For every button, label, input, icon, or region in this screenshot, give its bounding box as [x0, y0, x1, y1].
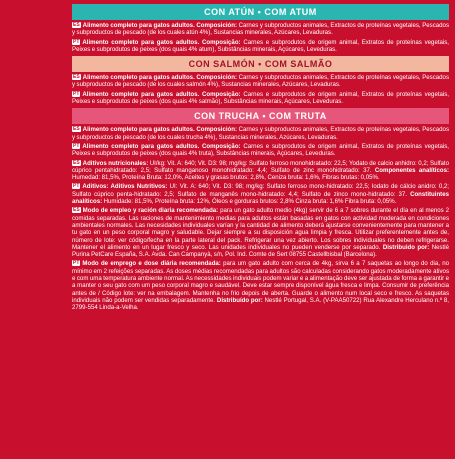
language-badge-pt: PT	[73, 260, 80, 267]
language-badge-es: ES	[73, 126, 80, 133]
composition-es-trucha: ES Alimento completo para gatos adultos. Composición: Carnes y subproductos animales, Extractos de proteínas vegetales, Pescados y subproductos de pescado (de los cuales trucha 4%), Sustancias minerales, Azúcares, Levaduras.	[72, 126, 449, 141]
language-badge-es: ES	[73, 159, 80, 166]
language-badge-pt: PT	[73, 90, 80, 97]
section-band-atun: CON ATÚN • COM ATUM	[72, 4, 449, 20]
language-badge-pt: PT	[73, 183, 80, 190]
language-badge-pt: PT	[73, 142, 80, 149]
composition-pt-trucha: PT Alimento completo para gatos adultos. Composição: Carnes e subprodutos de origem animal, Extratos de proteínas vegetais, Peixes e subprodutos de peixes (dos quais 4% truta), Substâncias minerais, Açúcares, Leveduras.	[72, 142, 450, 158]
composition-pt-salmon: PT Alimento completo para gatos adultos. Composição: Carnes e subprodutos de origem animal, Extratos de proteínas vegetais, Peixes e subprodutos de peixes (dos quais 4% salmão), Substâncias minerais, Açúcares, Leveduras.	[72, 90, 450, 106]
composition-es-salmon: ES Alimento completo para gatos adultos. Composición: Carnes y subproductos animales, Extractos de proteínas vegetales, Pescados y subproductos de pescado (de los cuales salmón 4%), Sustancias minerales, Azúcares, Levaduras.	[72, 74, 449, 89]
additives-es: ES Aditivos nutricionales: UI/kg: Vit. A: 640; Vit. D3: 98; mg/kg: Sulfato ferroso monohidratado: 22,5; Yodato de calcio anhidro: 0,2; Sulfato cúprico pentahidratado: 2,5; Sulfato manganoso monohidratado: 4,4; Sulfato de zinc monohidratado: 37. Componentes analíticos: Humedad: 81,5%, Proteína Bruta: 12,0%, Aceites y grasas brutos: 2,8%, Ceniza bruta: 1,6%, Fibras brutas: 0,05%.	[72, 159, 450, 182]
usage-pt: PT Modo de emprego e dose diária recomendada: para um gato adulto com cerca de 4kg, sirva 6 a 7 saquetas ao longo do dia, no mínimo em 2 refeições separadas. As doses médias recomendadas para adultos são calculadas considerando gatos moderadamente ativos e com uma temperatura ambiente normal. As necessidades individuais podem variar e a alimentação deve ser ajustada de forma a garantir e a manter o seu gato com um peso corporal magro e saudável. Deve estar sempre disponível água fresca e limpa. Consumir de preferência antes de / Código lote: ver na embalagem. Mantenha no frio depois de aberta. Guarde o alimento num local seco e fresco. As saquetas individuais não podem ser vendidas separadamente. Distribuído por: Nestlé Portugal, S.A. (V-PAA50722) Rua Alexandre Herculano n.º 8, 2799-554 Linda-a-Velha.	[72, 260, 450, 312]
usage-es: ES Modo de empleo y ración diaria recomendada: para un gato adulto medio (4kg) servir de 6 a 7 sobres durante el día en al menos 2 comidas separadas. Las raciones de mantenimiento medias para adultos están basadas en gatos con actividad moderada en condiciones ambientales normales. Las necesidades individuales varían y la cantidad de alimento deberá ajustarse convenientemente para mantener a tu gato en un peso corporal magro y saludable. Dejar siempre a su disposición agua limpia y fresca. Utilizar preferentemente antes de, número de lote: ver código/fecha en la parte lateral del pack. Refrigerar una vez abierto. Los sobres individuales no deben refrigerarse. Mantener el alimento en un lugar fresco y seco. Las unidades individuales no pueden venderse por separado. Distribuido por: Nestlé Purina PetCare España, S.A. Avda. Can Campanyà, s/n, Pol. Ind. Comte de Sert 08755 Castellbisbal (Barcelona).	[72, 207, 449, 259]
section-band-trucha: CON TRUCHA • COM TRUTA	[72, 108, 449, 124]
language-badge-es: ES	[73, 74, 80, 81]
additives-pt: PT Aditivos: Aditivos Nutritivos: UI: Vit. A: 640; Vit. D3: 98; mg/kg: Sulfato ferroso mono-hidratado: 22,5; Iodato de cálcio anidro: 0,2; Sulfato cúprico penta-hidratado: 2,5; Sulfato de manganês mono-hidratado: 4,4; Sulfato de zinco mono-hidratado: 37. Constituintes analíticos: Humidade: 81,5%, Proteína bruta: 12%, Óleos e gorduras brutos: 2,8% Cinza bruta: 1,6% Fibra bruta: 0,05%.	[72, 183, 449, 206]
language-badge-es: ES	[73, 207, 80, 214]
language-badge-pt: PT	[73, 38, 80, 45]
section-band-salmon: CON SALMÓN • COM SALMÃO	[72, 56, 449, 72]
language-badge-es: ES	[73, 22, 80, 28]
composition-pt-atun: PT Alimento completo para gatos adultos. Composição: Carnes e subprodutos de origem animal, Extratos de proteínas vegetais, Peixes e subprodutos de peixes (dos quais 4% atum), Substâncias minerais, Açúcares, Leveduras.	[72, 38, 450, 53]
product-label-panel	[0, 4, 455, 459]
composition-es-atun: ES Alimento completo para gatos adultos. Composición: Carnes y subproductos animales, Extractos de proteínas vegetales, Pescados y subproductos de pescado (de los cuales atún 4%), Sustancias minerales, Azúcares, Levaduras.	[72, 22, 449, 37]
